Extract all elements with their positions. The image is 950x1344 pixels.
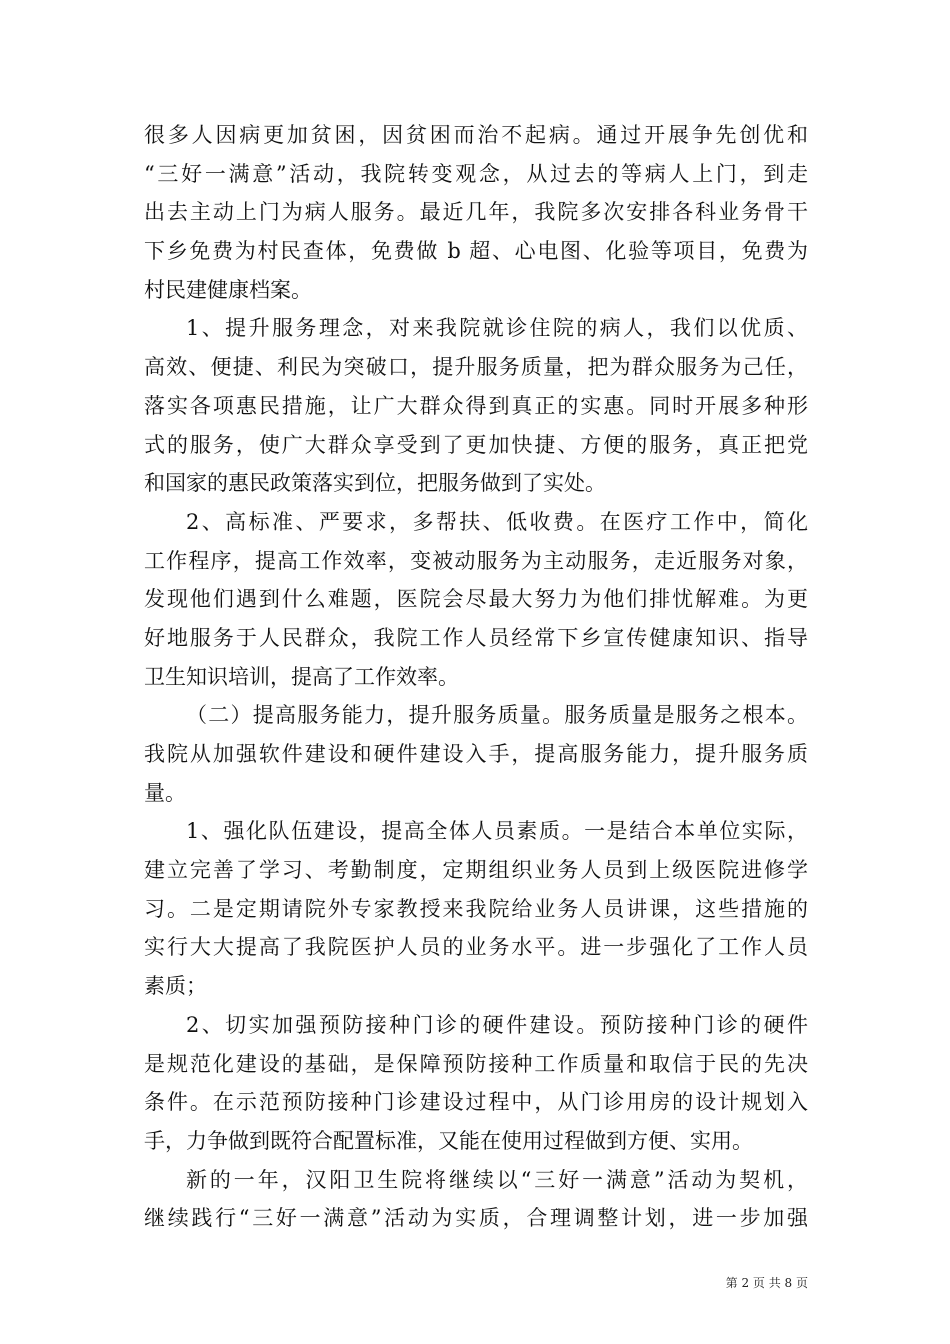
- text-line: 很多人因病更加贫困，因贫困而治不起病。通过开展争先创优和: [144, 123, 808, 147]
- text-line: 2、高标准、严要求，多帮扶、低收费。在医疗工作中，简化: [186, 509, 808, 534]
- text-line: 卫生知识培训，提高了工作效率。: [144, 664, 459, 689]
- text-line: 落实各项惠民措施，让广大群众得到真正的实惠。同时开展多种形: [144, 393, 808, 418]
- text-line: 手，力争做到既符合配置标准，又能在使用过程做到方便、实用。: [144, 1128, 753, 1153]
- text-line: 素质；: [144, 974, 207, 999]
- text-line: 建立完善了学习、考勤制度，定期组织业务人员到上级医院进修学: [144, 858, 808, 883]
- text-line: 发现他们遇到什么难题，医院会尽最大努力为他们排忧解难。为更: [144, 587, 808, 612]
- text-line: 好地服务于人民群众，我院工作人员经常下乡宣传健康知识、指导: [144, 625, 808, 650]
- text-line: 继续践行“三好一满意”活动为实质，合理调整计划，进一步加强: [144, 1206, 808, 1231]
- text-line: 村民建健康档案。: [144, 277, 312, 302]
- text-line: 我院从加强软件建设和硬件建设入手，提高服务能力，提升服务质: [144, 742, 808, 766]
- text-line: “三好一满意”活动，我院转变观念，从过去的等病人上门，到走: [144, 161, 808, 186]
- text-line: 习。二是定期请院外专家教授来我院给业务人员讲课，这些措施的: [144, 896, 808, 921]
- text-line: 是规范化建设的基础，是保障预防接种工作质量和取信于民的先决: [144, 1051, 808, 1076]
- text-line: （二）提高服务能力，提升服务质量。服务质量是服务之根本。: [186, 703, 808, 728]
- text-line: 实行大大提高了我院医护人员的业务水平。进一步强化了工作人员: [144, 935, 808, 960]
- body-text: [144, 116, 808, 1238]
- text-line: 2、切实加强预防接种门诊的硬件建设。预防接种门诊的硬件: [186, 1012, 808, 1037]
- text-line: 和国家的惠民政策落实到位，把服务做到了实处。: [144, 471, 606, 496]
- text-line: 1、强化队伍建设，提高全体人员素质。一是结合本单位实际，: [186, 819, 808, 844]
- text-line: 1、提升服务理念，对来我院就诊住院的病人，我们以优质、: [186, 316, 808, 341]
- text-line: 下乡免费为村民查体，免费做 b 超、心电图、化验等项目，免费为: [144, 239, 808, 264]
- text-line: 式的服务，使广大群众享受到了更加快捷、方便的服务，真正把党: [144, 432, 808, 457]
- text-line: 出去主动上门为病人服务。最近几年，我院多次安排各科业务骨干: [144, 200, 808, 225]
- text-line: 量。: [144, 780, 186, 805]
- page-number-footer: 第 2 页 共 8 页: [725, 1276, 808, 1290]
- text-line: 工作程序，提高工作效率，变被动服务为主动服务，走近服务对象，: [144, 548, 808, 573]
- text-line: 条件。在示范预防接种门诊建设过程中，从门诊用房的设计规划入: [144, 1090, 808, 1115]
- text-line: 高效、便捷、利民为突破口，提升服务质量，把为群众服务为己任，: [144, 355, 808, 380]
- text-line: 新的一年，汉阳卫生院将继续以“三好一满意”活动为契机，: [186, 1167, 808, 1192]
